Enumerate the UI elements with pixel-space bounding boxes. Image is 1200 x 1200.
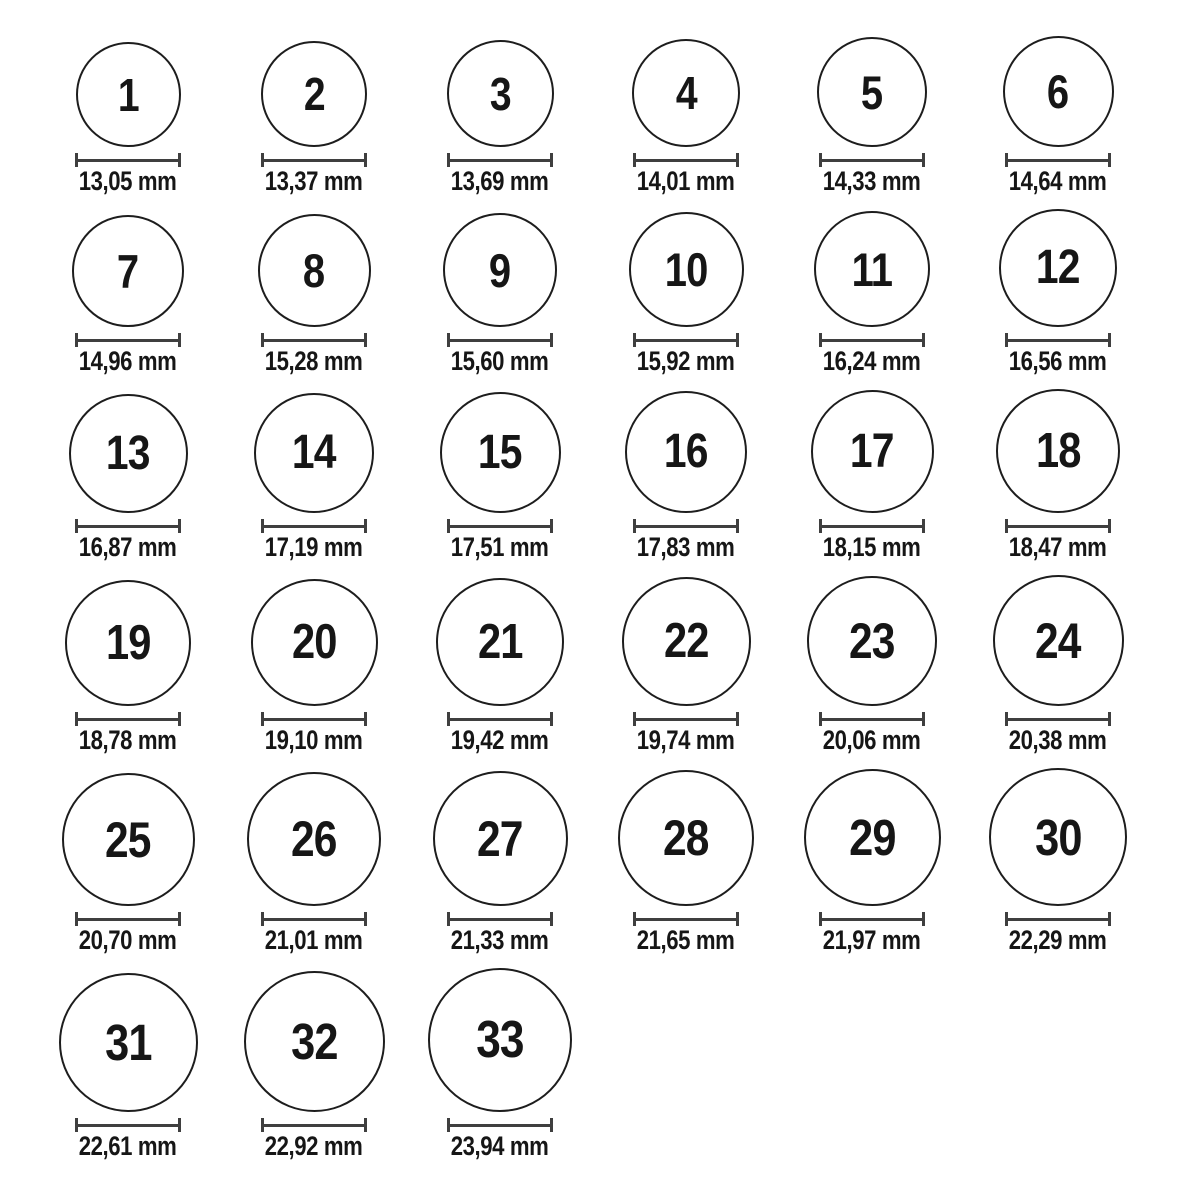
- diameter-label: 15,60 mm: [451, 346, 549, 376]
- ring-circle: [989, 768, 1127, 906]
- ring-circle: [618, 770, 754, 906]
- ring-circle: [247, 772, 381, 906]
- diameter-measure-line: [1005, 333, 1111, 347]
- ring-circle: [436, 578, 564, 706]
- ring-circle: [817, 37, 927, 147]
- ring-size-item: [593, 39, 779, 196]
- ring-size-item: [35, 215, 221, 376]
- ring-size-number: 33: [476, 1011, 524, 1069]
- ring-size-number: 15: [478, 425, 522, 479]
- ring-size-item: [35, 973, 221, 1161]
- chart-row: [35, 36, 1151, 196]
- diameter-measure-line: [447, 333, 553, 347]
- diameter-measure-line: [447, 912, 553, 926]
- ring-size-item: [965, 575, 1151, 755]
- ring-circle: [251, 579, 378, 706]
- diameter-measure-line: [819, 519, 925, 533]
- ring-size-number: 2: [303, 68, 325, 120]
- ring-size-item: [779, 576, 965, 755]
- diameter-label: 17,19 mm: [265, 532, 363, 562]
- ring-size-item: [779, 390, 965, 562]
- diameter-label: 21,01 mm: [265, 925, 363, 955]
- ring-size-item: [779, 211, 965, 376]
- diameter-measure-line: [819, 712, 925, 726]
- ring-size-number: 1: [117, 68, 139, 121]
- diameter-measure-line: [633, 912, 739, 926]
- ring-circle: [629, 212, 744, 327]
- ring-size-number: 4: [675, 67, 697, 119]
- ring-size-item: [407, 771, 593, 955]
- diameter-label: 17,51 mm: [451, 532, 549, 562]
- diameter-label: 22,61 mm: [79, 1131, 177, 1161]
- ring-circle: [993, 575, 1124, 706]
- ring-size-item: [407, 40, 593, 196]
- ring-size-item: [965, 209, 1151, 376]
- ring-circle: [807, 576, 937, 706]
- ring-circle: [632, 39, 740, 147]
- diameter-label: 20,38 mm: [1009, 725, 1107, 755]
- diameter-measure-line: [447, 519, 553, 533]
- ring-size-number: 32: [290, 1013, 338, 1070]
- ring-circle: [254, 393, 374, 513]
- ring-size-item: [35, 580, 221, 755]
- diameter-label: 19,10 mm: [265, 725, 363, 755]
- diameter-measure-line: [261, 333, 367, 347]
- ring-size-number: 17: [850, 424, 894, 478]
- diameter-measure-line: [261, 519, 367, 533]
- ring-size-number: 3: [489, 67, 511, 120]
- diameter-measure-line: [261, 153, 367, 167]
- ring-size-number: 27: [477, 810, 523, 867]
- ring-size-item: [221, 214, 407, 376]
- diameter-measure-line: [1005, 912, 1111, 926]
- chart-row: [35, 389, 1151, 562]
- ring-circle: [76, 42, 181, 147]
- ring-size-item: [35, 394, 221, 562]
- ring-size-number: 14: [292, 426, 336, 479]
- diameter-measure-line: [447, 153, 553, 167]
- ring-size-item: [779, 37, 965, 196]
- ring-size-item: [35, 42, 221, 196]
- ring-size-item: [221, 41, 407, 196]
- diameter-label: 20,06 mm: [823, 725, 921, 755]
- ring-size-number: 28: [663, 810, 709, 866]
- diameter-measure-line: [75, 912, 181, 926]
- diameter-measure-line: [819, 153, 925, 167]
- diameter-label: 13,05 mm: [79, 166, 177, 196]
- diameter-measure-line: [261, 1118, 367, 1132]
- ring-circle: [999, 209, 1117, 327]
- ring-size-number: 7: [117, 244, 139, 298]
- ring-circle: [433, 771, 568, 906]
- diameter-measure-line: [633, 712, 739, 726]
- ring-circle: [72, 215, 184, 327]
- ring-size-item: [35, 773, 221, 955]
- ring-size-number: 23: [849, 613, 895, 669]
- ring-circle: [1003, 36, 1114, 147]
- chart-row: [35, 968, 1151, 1161]
- diameter-measure-line: [819, 912, 925, 926]
- ring-size-item: [407, 213, 593, 376]
- ring-circle: [622, 577, 751, 706]
- ring-size-item: [407, 968, 593, 1161]
- ring-size-item: [407, 392, 593, 562]
- ring-size-number: 31: [104, 1014, 152, 1071]
- ring-circle: [62, 773, 195, 906]
- ring-circle: [261, 41, 367, 147]
- diameter-label: 21,97 mm: [823, 925, 921, 955]
- ring-size-number: 30: [1034, 808, 1082, 866]
- ring-size-number: 9: [489, 243, 511, 297]
- diameter-measure-line: [75, 712, 181, 726]
- ring-size-item: [221, 393, 407, 562]
- ring-size-number: 12: [1036, 241, 1080, 294]
- diameter-label: 16,24 mm: [823, 346, 921, 376]
- diameter-label: 17,83 mm: [637, 532, 735, 562]
- ring-circle: [996, 389, 1120, 513]
- ring-size-number: 10: [664, 243, 708, 296]
- ring-size-number: 22: [663, 614, 709, 668]
- ring-size-number: 11: [851, 242, 893, 296]
- ring-circle: [625, 391, 747, 513]
- ring-circle: [244, 971, 385, 1112]
- ring-size-item: [407, 578, 593, 755]
- diameter-label: 15,92 mm: [637, 346, 735, 376]
- diameter-label: 18,47 mm: [1009, 532, 1107, 562]
- ring-size-item: [221, 772, 407, 955]
- ring-size-item: [965, 36, 1151, 196]
- ring-size-item: [593, 391, 779, 562]
- diameter-label: 14,33 mm: [823, 166, 921, 196]
- diameter-measure-line: [447, 1118, 553, 1132]
- diameter-measure-line: [75, 1118, 181, 1132]
- ring-circle: [59, 973, 198, 1112]
- diameter-label: 21,65 mm: [637, 925, 735, 955]
- diameter-measure-line: [75, 153, 181, 167]
- diameter-label: 14,96 mm: [79, 346, 177, 376]
- ring-circle: [804, 769, 941, 906]
- diameter-measure-line: [633, 519, 739, 533]
- diameter-measure-line: [1005, 519, 1111, 533]
- ring-size-number: 16: [664, 425, 708, 478]
- ring-size-number: 18: [1035, 423, 1081, 478]
- ring-size-number: 19: [105, 615, 151, 670]
- ring-circle: [443, 213, 557, 327]
- diameter-label: 19,74 mm: [637, 725, 735, 755]
- diameter-measure-line: [447, 712, 553, 726]
- diameter-label: 19,42 mm: [451, 725, 549, 755]
- ring-circle: [258, 214, 371, 327]
- diameter-label: 14,01 mm: [637, 166, 735, 196]
- diameter-measure-line: [633, 333, 739, 347]
- diameter-measure-line: [261, 912, 367, 926]
- ring-circle: [811, 390, 934, 513]
- diameter-measure-line: [819, 333, 925, 347]
- ring-size-item: [593, 577, 779, 755]
- diameter-label: 18,15 mm: [823, 532, 921, 562]
- ring-size-item: [965, 389, 1151, 562]
- diameter-label: 23,94 mm: [451, 1131, 549, 1161]
- ring-size-number: 21: [477, 614, 523, 669]
- ring-size-number: 29: [848, 809, 896, 866]
- ring-circle: [428, 968, 572, 1112]
- chart-row: [35, 209, 1151, 376]
- ring-size-number: 25: [105, 811, 151, 868]
- ring-size-number: 6: [1047, 65, 1069, 118]
- ring-circle: [65, 580, 191, 706]
- diameter-label: 18,78 mm: [79, 725, 177, 755]
- diameter-label: 22,92 mm: [265, 1131, 363, 1161]
- ring-size-number: 5: [861, 65, 883, 119]
- ring-size-item: [965, 768, 1151, 955]
- diameter-label: 14,64 mm: [1009, 166, 1107, 196]
- ring-circle: [69, 394, 188, 513]
- chart-row: [35, 575, 1151, 755]
- ring-size-item: [593, 212, 779, 376]
- diameter-label: 20,70 mm: [79, 925, 177, 955]
- diameter-measure-line: [75, 333, 181, 347]
- ring-size-number: 24: [1035, 612, 1081, 669]
- diameter-label: 13,37 mm: [265, 166, 363, 196]
- ring-size-item: [779, 769, 965, 955]
- chart-row: [35, 768, 1151, 955]
- ring-circle: [447, 40, 554, 147]
- ring-size-item: [221, 579, 407, 755]
- diameter-label: 22,29 mm: [1009, 925, 1107, 955]
- diameter-measure-line: [633, 153, 739, 167]
- ring-size-number: 20: [291, 615, 337, 669]
- diameter-label: 16,56 mm: [1009, 346, 1107, 376]
- diameter-label: 21,33 mm: [451, 925, 549, 955]
- ring-circle: [814, 211, 930, 327]
- ring-size-item: [593, 770, 779, 955]
- diameter-measure-line: [1005, 712, 1111, 726]
- diameter-label: 13,69 mm: [451, 166, 549, 196]
- diameter-measure-line: [1005, 153, 1111, 167]
- ring-circle: [440, 392, 561, 513]
- diameter-label: 15,28 mm: [265, 346, 363, 376]
- ring-size-number: 26: [291, 811, 337, 867]
- diameter-measure-line: [75, 519, 181, 533]
- ring-size-item: [221, 971, 407, 1161]
- ring-size-number: 8: [303, 244, 325, 297]
- ring-size-number: 13: [106, 426, 150, 480]
- diameter-label: 16,87 mm: [79, 532, 177, 562]
- diameter-measure-line: [261, 712, 367, 726]
